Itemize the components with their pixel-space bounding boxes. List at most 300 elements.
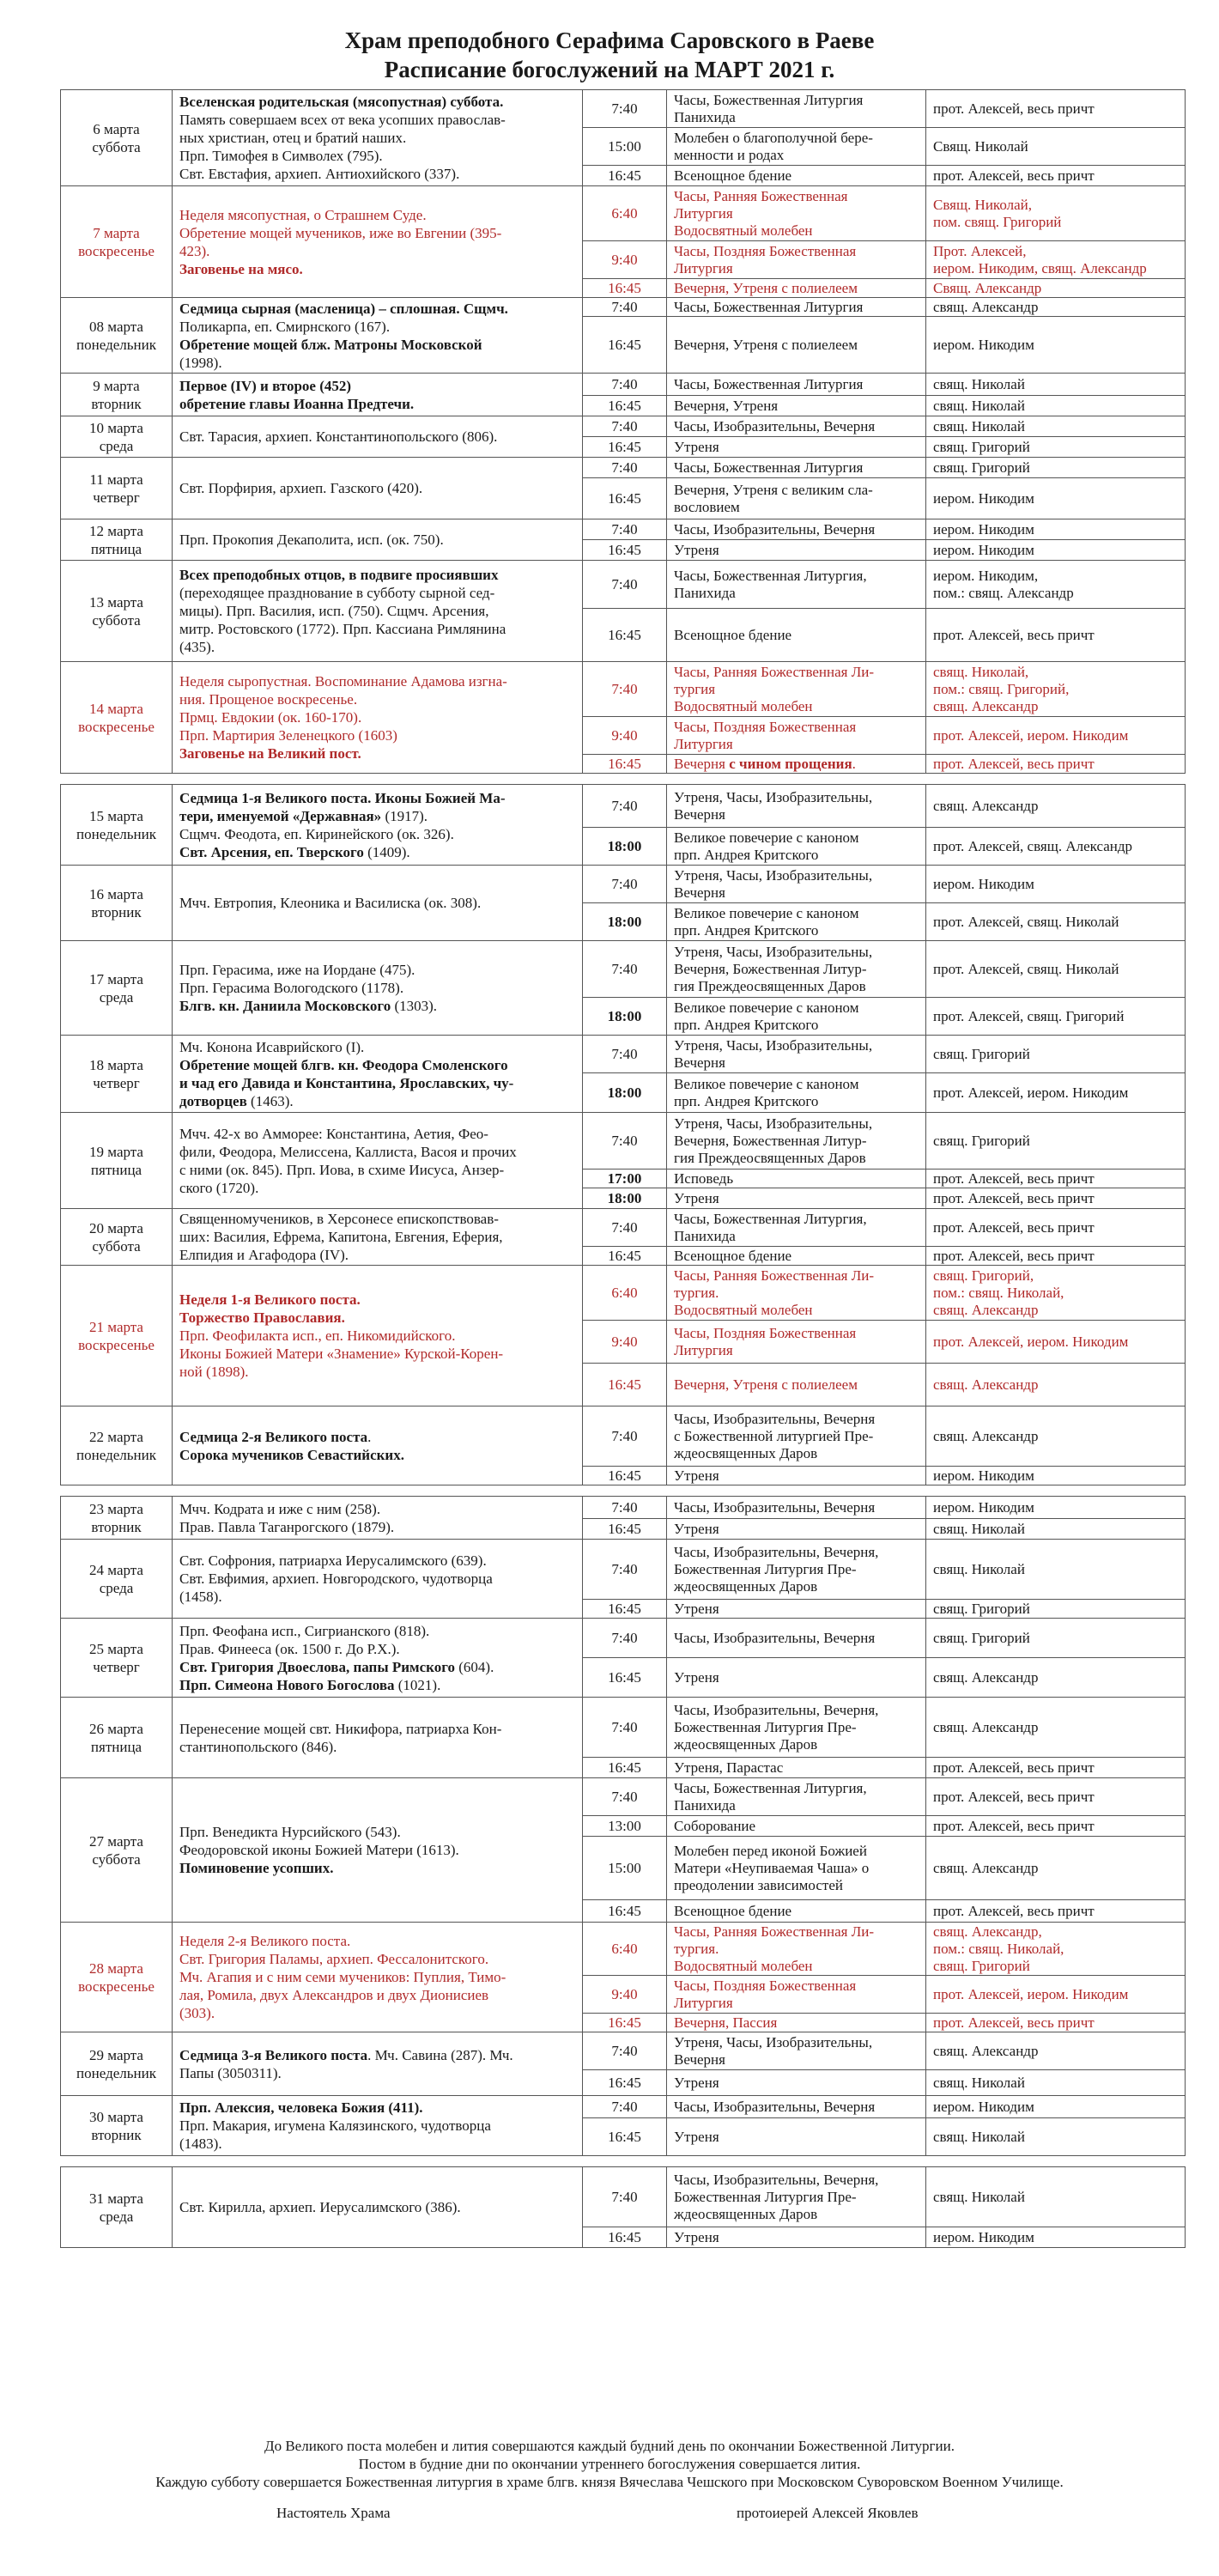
service-line: Часы, Изобразительны, Вечерня, [674,1701,879,1718]
commemoration-line: Заговенье на Великий пост. [179,745,361,762]
clergy-cell [926,785,1186,828]
clergy-line: прот. Алексей, иером. Никодим [933,1084,1129,1101]
service-name [667,1698,926,1758]
weekday-label: пятница [90,540,143,557]
clergy-line: иером. Никодим [933,336,1034,353]
clergy-cell [926,1364,1186,1406]
service-name [667,717,926,755]
service-line: Часы, Поздняя Божественная [674,1977,857,1994]
commemoration-line [179,1658,575,1676]
service-name [667,903,926,941]
commemoration-line: (435). [179,639,215,655]
commemoration-bold: Прп. Симеона Нового Богослова [179,1676,395,1693]
service-time: 6:40 [583,186,667,241]
weekday-label: пятница [90,1738,143,1755]
commemoration-line: Мчч. 42-х во Амморее: Константина, Аетия, Фео- [179,1125,488,1142]
date-label: 18 марта [89,1056,143,1073]
day-date-cell [61,1209,173,1266]
day-date-cell [61,374,173,416]
clergy-line: иером. Никодим [933,875,1034,892]
commemoration-line: Неделя мясопустная, о Страшнем Суде. [179,206,427,223]
date-label: 13 марта [89,593,143,611]
service-line: Литургия [674,1341,733,1358]
clergy-cell [926,396,1186,416]
clergy-cell [926,1658,1186,1698]
commemoration-rest: (1463). [246,1092,294,1109]
clergy-line: прот. Алексей, весь причт [933,755,1095,772]
service-time: 7:40 [583,1778,667,1816]
service-name [667,998,926,1036]
commemoration-rest: (1409). [363,843,410,860]
service-name [667,1406,926,1467]
clergy-line: свящ. Григорий [933,1957,1030,1974]
weekday-label: суббота [92,1850,141,1868]
clergy-cell [926,1321,1186,1364]
commemoration-line: Прп. Феофана исп., Сигрианского (818). [179,1622,430,1639]
clergy-line: прот. Алексей, свящ. Григорий [933,1007,1125,1024]
clergy-line: пом.: свящ. Николай, [933,1940,1064,1957]
service-name [667,186,926,241]
commemoration-cell [173,1923,583,2032]
commemoration-line: Обретение мощей мучеников, иже во Евгении (395- [179,224,502,241]
clergy-cell [926,1778,1186,1816]
service-line: Утреня, Часы, Изобразительны, [674,943,873,960]
weekday-label: вторник [91,395,142,412]
weekday-label: среда [99,2208,134,2225]
service-name [667,1600,926,1619]
commemoration-cell [173,186,583,298]
clergy-line: иером. Никодим [933,520,1034,538]
service-line: тургия [674,680,716,697]
commemoration-rest: (1917). [381,807,428,824]
date-label: 27 марта [89,1832,143,1850]
commemoration-line [179,1676,575,1694]
clergy-line: свящ. Александр [933,2042,1039,2059]
weekday-label: среда [99,1579,134,1596]
schedule-row [61,1497,1186,1519]
date-label: 08 марта [89,318,143,335]
service-line: Часы, Изобразительны, Вечерня [674,1410,876,1427]
day-date-cell [61,1923,173,2032]
service-time: 16:45 [583,317,667,374]
commemoration-line: Свт. Евфимия, архиеп. Новгородского, чудотворца [179,1571,493,1587]
service-time: 16:45 [583,1519,667,1540]
clergy-cell [926,1698,1186,1758]
service-name [667,2096,926,2118]
service-line: Панихида [674,1227,736,1244]
commemoration-line: Неделя сыропустная. Воспоминание Адамова изгна- [179,673,507,690]
church-name: Храм преподобного Серафима Саровского в Раеве [344,27,875,53]
service-line: Часы, Изобразительны, Вечерня [674,1498,876,1516]
service-line: Часы, Ранняя Божественная Ли- [674,1267,875,1284]
commemoration-cell [173,1540,583,1619]
commemoration-line: Иконы Божией Матери «Знамение» Курской-Корен- [179,1346,504,1362]
clergy-line: прот. Алексей, иером. Никодим [933,726,1129,744]
schedule-row [61,298,1186,317]
commemoration-cell [173,866,583,941]
service-time: 16:45 [583,755,667,774]
clergy-cell [926,1467,1186,1485]
service-name [667,1837,926,1900]
service-line: Божественная Литургия Пре- [674,1718,857,1735]
commemoration-cell [173,1619,583,1698]
service-line: Водосвятный молебен [674,222,813,239]
service-time: 7:40 [583,941,667,998]
service-line: Утреня, Часы, Изобразительны, [674,1115,873,1132]
clergy-cell [926,317,1186,374]
weekday-label: четверг [93,1074,140,1091]
commemoration-line: стантинопольского (846). [179,1738,337,1755]
commemoration-line: Первое (IV) и второе (452) [179,377,352,394]
clergy-cell [926,519,1186,540]
footnote: Каждую субботу совершается Божественная литургия в храме блгв. князя Вячеслава Чешского при Московском Суворовском Военном Училище. [155,2474,1064,2490]
service-line: Часы, Поздняя Божественная [674,718,857,735]
service-line: Утреня [674,1467,719,1484]
date-label: 28 марта [89,1959,143,1977]
service-name [667,2070,926,2096]
clergy-cell [926,1036,1186,1073]
date-label: 6 марта [93,120,140,137]
service-line: Вечерня, Божественная Литур- [674,960,867,977]
service-time: 16:45 [583,1758,667,1778]
clergy-cell [926,998,1186,1036]
service-line: Вечерня, Утреня с полиелеем [674,279,858,296]
clergy-cell [926,1247,1186,1266]
commemoration-line: 423). [179,242,210,259]
footnotes [0,2437,1219,2491]
date-label: 25 марта [89,1640,143,1657]
day-date-cell [61,2096,173,2156]
service-part: с чином прощения [729,755,852,772]
commemoration-line: ных христиан, отец и братий наших. [179,130,407,146]
service-name [667,1658,926,1698]
clergy-line: свящ. Николай, [933,663,1029,680]
service-name [667,1247,926,1266]
service-time: 18:00 [583,1188,667,1209]
schedule-row [61,941,1186,998]
schedule-row [61,1036,1186,1073]
commemoration-line [179,2046,575,2064]
commemoration-line: (1998). [179,354,222,371]
service-time: 15:00 [583,128,667,166]
service-line: Утреня [674,2228,719,2245]
service-line: Утреня [674,541,719,558]
service-time: 7:40 [583,1406,667,1467]
date-label: 9 марта [93,377,140,394]
commemoration-line: Прп. Тимофея в Символех (795). [179,148,383,164]
service-line: Вечерня [674,805,725,823]
service-line: прп. Андрея Критского [674,846,819,863]
commemoration-line: Неделя 1-я Великого поста. [179,1291,361,1308]
date-label: 12 марта [89,522,143,539]
clergy-line: прот. Алексей, свящ. Николай [933,960,1119,977]
schedule-row [61,662,1186,717]
schedule-row [61,1209,1186,1247]
schedule-row [61,1923,1186,1976]
clergy-line: свящ. Александр [933,697,1039,714]
clergy-cell [926,186,1186,241]
clergy-line: Прот. Алексей, [933,242,1027,259]
service-name [667,241,926,279]
service-line: Утреня [674,1189,719,1206]
service-time: 16:45 [583,1658,667,1698]
commemoration-line: Седмица 1-я Великого поста. Иконы Божией Ма- [179,789,506,806]
weekday-label: вторник [91,903,142,920]
commemoration-bold: Свт. Арсения, еп. Тверского [179,843,364,860]
service-line: Божественная Литургия Пре- [674,2188,857,2205]
service-time: 16:45 [583,478,667,519]
clergy-line: свящ. Александр [933,1376,1039,1393]
commemoration-line: Мч. Конона Исаврийского (I). [179,1038,365,1055]
service-line: прп. Андрея Критского [674,1092,819,1109]
service-line: Матери «Неупиваемая Чаша» о [674,1859,870,1876]
commemoration-line: Священномучеников, в Херсонесе епископствовав- [179,1211,499,1227]
schedule-row [61,186,1186,241]
service-name [667,317,926,374]
commemoration-cell [173,1406,583,1485]
service-time: 16:45 [583,540,667,561]
footnote: До Великого поста молебен и лития совершаются каждый будний день по окончании Божественной Литургии. [264,2438,955,2454]
clergy-line: пом.: свящ. Григорий, [933,680,1070,697]
commemoration-cell [173,90,583,186]
commemoration-line: Свт. Евстафия, архиеп. Антиохийского (337). [179,166,460,182]
schedule-row [61,1266,1186,1321]
service-name [667,1364,926,1406]
schedule-row [61,1698,1186,1758]
date-label: 14 марта [89,700,143,717]
date-label: 20 марта [89,1219,143,1236]
commemoration-line: Свт. Кирилла, архиеп. Иерусалимского (386). [179,2199,461,2215]
service-line: Вечерня, Утреня с великим сла- [674,481,873,498]
service-line: Вечерня [674,2050,725,2068]
service-line: Часы, Изобразительны, Вечерня, [674,2171,879,2188]
weekday-label: понедельник [76,1446,156,1463]
weekday-label: понедельник [76,825,156,842]
date-label: 29 марта [89,2046,143,2063]
schedule-row [61,519,1186,540]
service-name [667,1266,926,1321]
service-name [667,2167,926,2227]
service-line: Часы, Поздняя Божественная [674,242,857,259]
clergy-cell [926,941,1186,998]
signature-title: Настоятель Храма [276,2505,391,2521]
service-line: Всенощное бдение [674,626,792,643]
day-date-cell [61,519,173,561]
commemoration-bold: дотворцев [179,1092,247,1109]
service-line: Исповедь [674,1170,734,1187]
commemoration-line: Феодоровской иконы Божией Матери (1613). [179,1842,459,1858]
commemoration-cell [173,1113,583,1209]
service-time: 7:40 [583,1540,667,1600]
commemoration-cell [173,374,583,416]
schedule-table [60,89,1186,2248]
service-time: 16:45 [583,1364,667,1406]
commemoration-cell [173,941,583,1036]
service-name [667,279,926,298]
schedule-row [61,458,1186,478]
clergy-line: прот. Алексей, весь причт [933,626,1095,643]
commemoration-cell [173,416,583,458]
commemoration-cell [173,1497,583,1540]
clergy-cell [926,755,1186,774]
commemoration-cell [173,458,583,519]
clergy-line: свящ. Григорий [933,459,1030,476]
weekday-label: вторник [91,2126,142,2143]
service-line: Часы, Божественная Литургия, [674,1210,867,1227]
commemoration-line [179,1428,575,1446]
commemoration-line: Сщмч. Феодота, еп. Киринейского (ок. 326). [179,825,454,842]
service-time: 16:45 [583,437,667,458]
service-line: Вечерня [674,1054,725,1071]
clergy-line: иером. Никодим [933,541,1034,558]
clergy-cell [926,90,1186,128]
schedule-row [61,1778,1186,1816]
service-line: Вечерня, Утреня с полиелеем [674,1376,858,1393]
service-name [667,1778,926,1816]
commemoration-line: Елпидия и Агафодора (IV). [179,1247,349,1263]
date-label: 17 марта [89,970,143,987]
schedule-row [61,374,1186,396]
service-line: Часы, Божественная Литургия [674,375,864,392]
service-time: 7:40 [583,519,667,540]
service-line: Часы, Изобразительны, Вечерня [674,1629,876,1646]
commemoration-line: Прп. Герасима, иже на Иордане (475). [179,962,415,978]
service-time: 16:45 [583,1900,667,1923]
service-name [667,90,926,128]
service-name [667,396,926,416]
service-name [667,2014,926,2032]
clergy-line: прот. Алексей, иером. Никодим [933,1985,1129,2002]
service-name [667,785,926,828]
service-time: 7:40 [583,374,667,396]
service-name [667,1497,926,1519]
date-label: 30 марта [89,2108,143,2125]
commemoration-line: Прмц. Евдокии (ок. 160-170). [179,709,362,726]
service-line: Вечерня, Утреня [674,397,779,414]
clergy-cell [926,1540,1186,1600]
commemoration-line: обретение главы Иоанна Предтечи. [179,395,415,412]
day-date-cell [61,2032,173,2096]
clergy-line: прот. Алексей, свящ. Николай [933,913,1119,930]
service-time: 16:45 [583,2227,667,2248]
commemoration-line: Память совершаем всех от века усопших православ- [179,112,506,128]
service-line: преодолении зависимостей [674,1876,843,1893]
commemoration-line: с ними (ок. 845). Прп. Иова, в схиме Иисуса, Анзер- [179,1161,505,1178]
day-date-cell [61,458,173,519]
service-line: Часы, Божественная Литургия [674,298,864,315]
clergy-cell [926,416,1186,437]
commemoration-bold: тери, именуемой «Державная» [179,807,382,824]
page-title [0,0,1219,84]
service-part: . [852,755,856,772]
commemoration-cell [173,1036,583,1113]
service-name [667,1519,926,1540]
clergy-line: свящ. Николай [933,1520,1025,1537]
commemoration-line: Неделя 2-я Великого поста. [179,1933,351,1949]
commemoration-cell [173,2167,583,2248]
service-line: Великое повечерие с каноном [674,904,859,921]
commemoration-line: ших: Василия, Ефрема, Капитона, Евгения, Еферия, [179,1229,503,1245]
service-name [667,941,926,998]
date-label: 31 марта [89,2190,143,2207]
day-date-cell [61,1497,173,1540]
service-line: Панихида [674,1796,736,1814]
service-time: 7:40 [583,416,667,437]
clergy-line: прот. Алексей, иером. Никодим [933,1333,1129,1350]
service-time: 16:45 [583,279,667,298]
service-line: Всенощное бдение [674,167,792,184]
date-label: 21 марта [89,1318,143,1335]
commemoration-cell [173,2096,583,2156]
commemoration-line: мицы). Прп. Василия, исп. (750). Сщмч. Арсения, [179,603,489,619]
commemoration-line: Перенесение мощей свт. Никифора, патриарха Кон- [179,1720,502,1737]
service-line: Утреня, Парастас [674,1759,784,1776]
commemoration-rest: . Мч. Савина (287). Мч. [367,2046,513,2063]
date-label: 23 марта [89,1500,143,1517]
service-time: 6:40 [583,1923,667,1976]
weekday-label: среда [99,437,134,454]
service-name [667,2227,926,2248]
commemoration-line: Папы (3050311). [179,2064,282,2081]
commemoration-line: Свт. Порфирия, архиеп. Газского (420). [179,480,423,496]
service-name [667,561,926,609]
service-time: 7:40 [583,2032,667,2070]
service-time: 18:00 [583,1073,667,1113]
service-time: 9:40 [583,717,667,755]
service-line: тургия. [674,1284,719,1301]
commemoration-rest: (604). [455,1658,494,1675]
clergy-line: прот. Алексей, весь причт [933,1759,1095,1776]
commemoration-line [179,997,575,1015]
commemoration-line: фили, Феодора, Мелиссена, Каллиста, Васоя и прочих [179,1143,517,1160]
service-line: Литургия [674,259,733,276]
signature-name: протоиерей Алексей Яковлев [737,2505,919,2521]
service-line: Молебен о благополучной бере- [674,129,873,146]
clergy-cell [926,2070,1186,2096]
commemoration-bold: Седмица 2-я Великого поста [179,1428,368,1445]
schedule-row [61,1406,1186,1467]
clergy-line: свящ. Николай [933,1560,1025,1577]
commemoration-cell [173,1266,583,1406]
day-date-cell [61,186,173,298]
commemoration-line: Обретение мощей блж. Матроны Московской [179,336,482,353]
service-name [667,478,926,519]
clergy-line: свящ. Николай [933,397,1025,414]
service-time: 16:45 [583,1600,667,1619]
service-line: Часы, Изобразительны, Вечерня, [674,1543,879,1560]
service-time: 16:45 [583,2070,667,2096]
clergy-line: свящ. Александр [933,1668,1039,1686]
service-line: прп. Андрея Критского [674,921,819,939]
clergy-cell [926,128,1186,166]
day-date-cell [61,1540,173,1619]
commemoration-line: (1458). [179,1589,222,1605]
service-time: 7:40 [583,298,667,317]
weekday-label: суббота [92,138,141,155]
clergy-cell [926,561,1186,609]
weekday-label: вторник [91,1518,142,1535]
commemoration-line: Свт. Григория Паламы, архиеп. Фессалонитского. [179,1951,489,1967]
commemoration-line [179,807,575,825]
commemoration-cell [173,561,583,662]
commemoration-line: ния. Прощеное воскресенье. [179,691,358,708]
clergy-line: пом.: свящ. Николай, [933,1284,1064,1301]
weekday-label: понедельник [76,336,156,353]
service-time: 6:40 [583,1266,667,1321]
service-line: Часы, Изобразительны, Вечерня [674,417,876,434]
clergy-line: свящ. Григорий [933,438,1030,455]
weekday-label: воскресенье [78,242,155,259]
